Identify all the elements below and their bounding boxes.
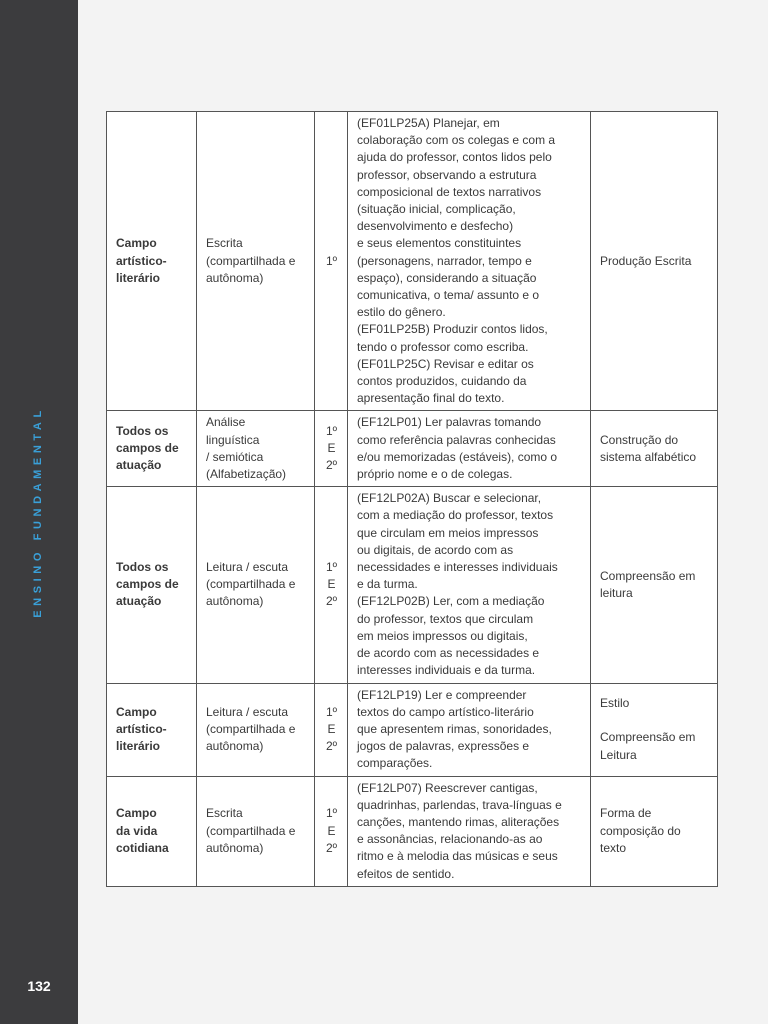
cell-line: (EF12LP19) Ler e compreender [357,687,527,702]
cell-line: professor, observando a estrutura [357,167,537,182]
campo-cell [107,487,197,683]
ano-cell [315,487,348,683]
cell-line: apresentação final do texto. [357,391,505,406]
cell-line: ritmo e à melodia das músicas e seus [357,849,558,864]
cell-line: Construção do [600,432,679,447]
cell-line: comunicativa, o tema/ assunto e o [357,288,540,303]
cell-line: como referência palavras conhecidas [357,432,556,447]
cell-line: (compartilhada e [206,577,296,592]
pratica-cell [197,487,315,683]
cell-line: efeitos de sentido. [357,866,455,881]
table-row [107,776,718,886]
habilidade-cell [348,776,591,886]
cell-line: (EF01LP25C) Revisar e editar os [357,356,534,371]
habilidade-cell [348,411,591,487]
section-label: ENSINO FUNDAMENTAL [32,406,44,618]
cell-line: atuação [116,458,162,473]
cell-line: leitura [600,585,633,600]
cell-line: e assonâncias, relacionando-as ao [357,832,543,847]
cell-line: (compartilhada e [206,721,296,736]
cell-line: estilo do gênero. [357,305,446,320]
cell-line: (compartilhada e [206,823,296,838]
cell-line: autônoma) [206,840,264,855]
cell-line: Leitura / escuta [206,560,289,575]
page-number: 132 [27,978,51,994]
cell-line: Campo [116,806,157,821]
cell-line: em meios impressos ou digitais, [357,628,528,643]
cell-line: necessidades e interesses individuais [357,560,558,575]
table-row [107,683,718,776]
cell-line: texto [600,840,627,855]
cell-line: composicional de textos narrativos [357,184,542,199]
cell-line: espaço), considerando a situação [357,270,537,285]
cell-line: (situação inicial, complicação, [357,202,516,217]
cell-line: literário [116,270,161,285]
ano-cell [315,776,348,886]
table-row [107,112,718,411]
cell-line: e seus elementos constituintes [357,236,522,251]
pratica-cell [197,776,315,886]
cell-line: 1º [325,806,338,821]
cell-line: canções, mantendo rimas, aliterações [357,814,560,829]
curriculum-table [106,111,718,887]
cell-line: ou digitais, de acordo com as [357,542,514,557]
cell-line: Compreensão em [600,568,696,583]
cell-line: composição do [600,823,681,838]
cell-line: de acordo com as necessidades e [357,646,540,661]
campo-cell [107,776,197,886]
habilidade-cell [348,112,591,411]
cell-line: 2º [325,739,338,754]
pratica-cell [197,112,315,411]
cell-line: do professor, textos que circulam [357,611,534,626]
pratica-cell [197,411,315,487]
cell-line: autônoma) [206,594,264,609]
cell-line: Análise [206,415,246,430]
objeto-cell [591,411,718,487]
cell-line: e/ou memorizadas (estáveis), como o [357,449,558,464]
cell-line: atuação [116,594,162,609]
cell-line: (EF12LP07) Reescrever cantigas, [357,780,538,795]
cell-line: textos do campo artístico-literário [357,704,534,719]
cell-line: próprio nome e o de colegas. [357,467,513,482]
cell-line: 2º [325,594,338,609]
cell-line: tendo o professor como escriba. [357,339,529,354]
cell-line: E [327,577,336,592]
cell-line: 1º [325,560,338,575]
cell-line: campos de [116,577,179,592]
cell-line: que apresentem rimas, sonoridades, [357,721,552,736]
cell-line: Leitura / escuta [206,704,289,719]
cell-line: Forma de [600,806,652,821]
cell-line: (Alfabetização) [206,467,287,482]
sidebar [0,0,78,1024]
cell-line: sistema alfabético [600,449,697,464]
objeto-cell [591,683,718,776]
cell-line: (EF12LP02A) Buscar e selecionar, [357,491,542,506]
cell-line: Escrita [206,236,243,251]
cell-line: desenvolvimento e desfecho) [357,219,514,234]
cell-line: (EF01LP25A) Planejar, em [357,116,500,130]
cell-line: 2º [325,840,338,855]
cell-line: (EF01LP25B) Produzir contos lidos, [357,322,548,337]
cell-line: 1º [325,704,338,719]
cell-line: (EF12LP01) Ler palavras tomando [357,415,542,430]
cell-line: 2º [325,458,338,473]
campo-cell [107,683,197,776]
table-body [107,112,718,887]
ano-cell [315,411,348,487]
cell-line: campos de [116,441,179,456]
cell-line: quadrinhas, parlendas, trava-línguas e [357,797,562,812]
cell-line: e da turma. [357,577,418,592]
campo-cell [107,411,197,487]
cell-line: Campo [116,704,157,719]
cell-line: linguística [206,432,260,447]
cell-line: artístico- [116,721,167,736]
cell-line: Escrita [206,806,243,821]
pratica-cell [197,683,315,776]
cell-line: 1º [325,424,338,439]
cell-line: Leitura [600,747,637,762]
cell-line: literário [116,739,161,754]
ano-cell [315,112,348,411]
cell-line: com a mediação do professor, textos [357,508,554,523]
cell-line: comparações. [357,756,433,771]
cell-line: autônoma) [206,270,264,285]
cell-line: E [327,441,336,456]
cell-line: interesses individuais e da turma. [357,663,536,678]
campo-cell [107,112,197,411]
cell-line: (personagens, narrador, tempo e [357,253,532,268]
objeto-cell [591,776,718,886]
cell-line: Produção Escrita [600,253,692,268]
cell-line: contos produzidos, cuidando da [357,374,527,389]
cell-line: artístico- [116,253,167,268]
cell-line: da vida [116,823,158,838]
cell-line: ajuda do professor, contos lidos pelo [357,150,552,165]
cell-line: E [327,721,336,736]
cell-line: (EF12LP02B) Ler, com a mediação [357,594,545,609]
cell-line: cotidiana [116,840,169,855]
cell-line: / semiótica [206,449,264,464]
ano-cell [315,683,348,776]
cell-line: jogos de palavras, expressões e [357,739,530,754]
cell-line: 1º [325,253,338,268]
cell-line: Todos os [116,424,169,439]
objeto-cell [591,112,718,411]
cell-line: Estilo [600,696,630,711]
cell-line: Campo [116,236,157,251]
cell-line: E [327,823,336,838]
objeto-cell [591,487,718,683]
cell-line: autônoma) [206,739,264,754]
table-row [107,487,718,683]
cell-line: Todos os [116,560,169,575]
cell-line: Compreensão em [600,730,696,745]
table-row [107,411,718,487]
cell-line: (compartilhada e [206,253,296,268]
habilidade-cell [348,683,591,776]
cell-line [600,712,709,729]
cell-line: que circulam em meios impressos [357,525,539,540]
habilidade-cell [348,487,591,683]
cell-line: colaboração com os colegas e com a [357,133,556,148]
